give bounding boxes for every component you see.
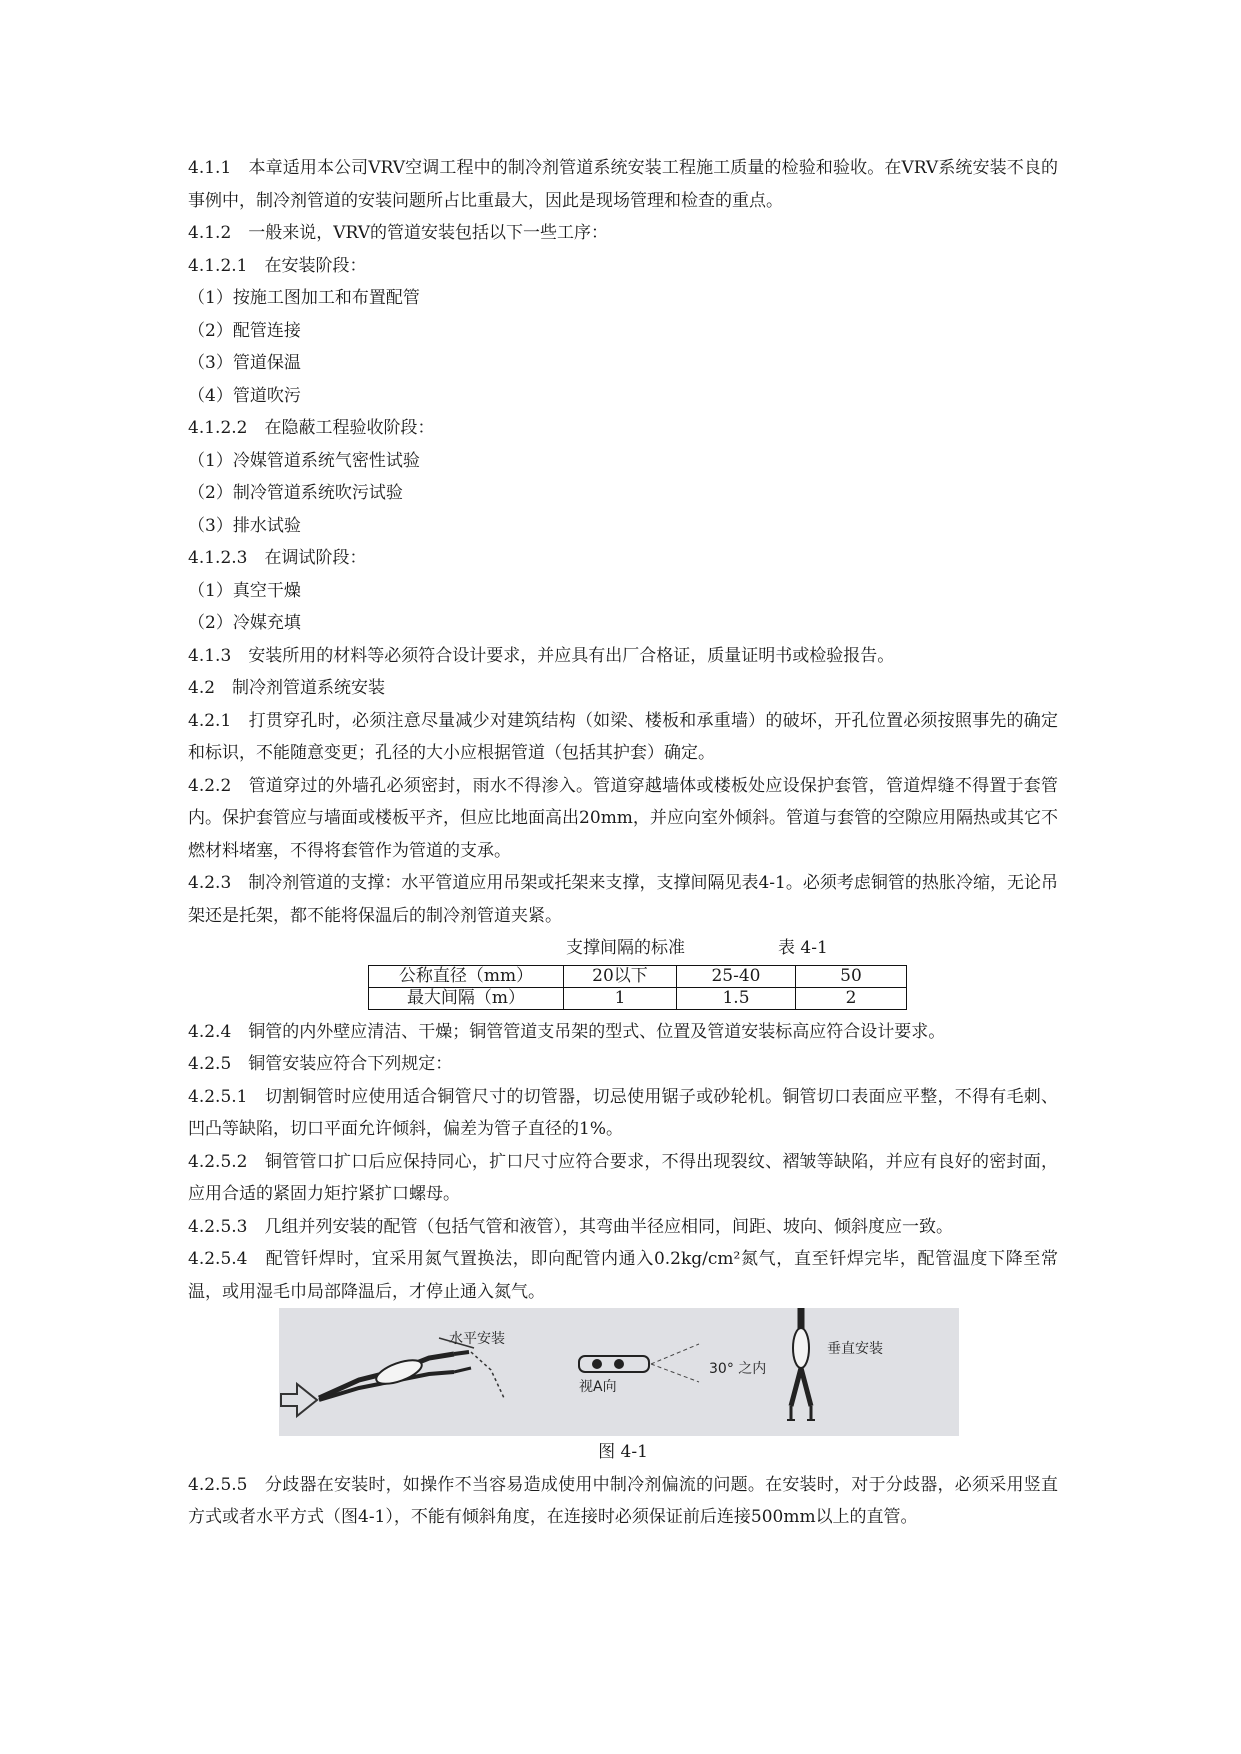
table-row — [369, 987, 907, 1009]
table-cell: 25-40 — [677, 965, 796, 987]
view-a-label: 视A向 — [579, 1379, 617, 1395]
list-item: （3）管道保温 — [188, 353, 301, 373]
paragraph-4-2-5-3: 4.2.5.3 几组并列安装的配管（包括气管和液管），其弯曲半径应相同，间距、坡向、倾斜度应一致。 — [188, 1216, 953, 1237]
table-row — [369, 965, 907, 987]
list-item: （2）冷媒充填 — [188, 613, 301, 633]
paragraph-4-2-5-1: 4.2.5.1 切割铜管时应使用适合铜管尺寸的切管器，切忌使用锯子或砂轮机。铜管切口表面应平整，不得有毛刺、凹凸等缺陷，切口平面允许倾斜，偏差为管子直径的1%。 — [188, 1086, 1058, 1139]
paragraph-4-1-2-3: 4.1.2.3 在调试阶段： — [188, 548, 367, 568]
table-caption-number: 表 4-1 — [778, 938, 828, 958]
support-spacing-table — [368, 965, 907, 1010]
paragraph-4-2-1: 4.2.1 打贯穿孔时，必须注意尽量减少对建筑结构（如梁、楼板和承重墙）的破坏，开孔位置必须按照事先的确定和标识，不能随意变更；孔径的大小应根据管道（包括其护套）确定。 — [188, 710, 1058, 763]
list-item: （2）配管连接 — [188, 320, 301, 341]
table-cell: 1.5 — [677, 987, 796, 1009]
paragraph-4-2-5-2: 4.2.5.2 铜管管口扩口后应保持同心，扩口尺寸应符合要求，不得出现裂纹、褶皱等缺陷，并应有良好的密封面，应用合适的紧固力矩拧紧扩口螺母。 — [188, 1151, 1058, 1204]
branch-pipe-illustration — [279, 1308, 959, 1436]
paragraph-4-2-5: 4.2.5 铜管安装应符合下列规定： — [188, 1054, 453, 1074]
horizontal-install-label: 水平安装 — [449, 1331, 505, 1347]
table-cell: 2 — [796, 987, 907, 1009]
section-heading-4-2: 4.2 制冷剂管道系统安装 — [188, 678, 386, 698]
table-cell: 1 — [564, 987, 677, 1009]
paragraph-4-2-3: 4.2.3 制冷剂管道的支撑：水平管道应用吊架或托架来支撑，支撑间隔见表4-1。必须考虑铜管的热胀冷缩，无论吊架还是托架，都不能将保温后的制冷剂管道夹紧。 — [188, 873, 1058, 926]
figure-caption: 图 4-1 — [598, 1442, 648, 1462]
table-header-cell: 公称直径（mm） — [369, 965, 564, 987]
table-header-cell: 最大间隔（m） — [369, 987, 564, 1009]
paragraph-4-2-5-5: 4.2.5.5 分歧器在安装时，如操作不当容易造成使用中制冷剂偏流的问题。在安装时，对于分歧器，必须采用竖直方式或者水平方式（图4-1），不能有倾斜角度，在连接时必须保证前后连接500mm以上的直管。 — [188, 1474, 1058, 1527]
paragraph-4-1-2-2: 4.1.2.2 在隐蔽工程验收阶段： — [188, 418, 435, 438]
list-item: （1）按施工图加工和布置配管 — [188, 288, 420, 308]
table-caption-title: 支撑间隔的标准 — [566, 938, 685, 958]
branch-pipe-installation-figure — [279, 1308, 959, 1436]
paragraph-4-1-2-1: 4.1.2.1 在安装阶段： — [188, 255, 367, 276]
paragraph-4-2-2: 4.2.2 管道穿过的外墙孔必须密封，雨水不得渗入。管道穿越墙体或楼板处应设保护套管，管道焊缝不得置于套管内。保护套管应与墙面或楼板平齐，但应比地面高出20mm，并应向室外倾斜。管道与套管的空隙应用隔热或其它不燃材料堵塞，不得将套管作为管道的支承。 — [188, 775, 1058, 861]
table-cell: 20以下 — [564, 965, 677, 987]
list-item: （2）制冷管道系统吹污试验 — [188, 483, 403, 503]
vertical-install-label: 垂直安装 — [827, 1341, 883, 1357]
paragraph-4-1-3: 4.1.3 安装所用的材料等必须符合设计要求，并应具有出厂合格证，质量证明书或检验报告。 — [188, 645, 895, 666]
list-item: （1）冷媒管道系统气密性试验 — [188, 450, 420, 471]
angle-limit-label: 30° 之内 — [709, 1361, 767, 1377]
paragraph-4-1-2: 4.1.2 一般来说，VRV的管道安装包括以下一些工序： — [188, 223, 609, 243]
table-caption — [188, 932, 1058, 965]
document-page — [188, 152, 1058, 1534]
paragraph-4-1-1: 4.1.1 本章适用本公司VRV空调工程中的制冷剂管道系统安装工程施工质量的检验和验收。在VRV系统安装不良的事例中，制冷剂管道的安装问题所占比重最大，因此是现场管理和检查的重点。 — [188, 158, 1058, 211]
paragraph-4-2-4: 4.2.4 铜管的内外壁应清洁、干燥；铜管管道支吊架的型式、位置及管道安装标高应符合设计要求。 — [188, 1021, 946, 1042]
list-item: （4）管道吹污 — [188, 385, 301, 406]
list-item: （3）排水试验 — [188, 515, 301, 536]
list-item: （1）真空干燥 — [188, 580, 301, 601]
table-cell: 50 — [796, 965, 907, 987]
paragraph-4-2-5-4: 4.2.5.4 配管钎焊时，宜采用氮气置换法，即向配管内通入0.2kg/cm²氮气，直至钎焊完毕，配管温度下降至常温，或用湿毛巾局部降温后，才停止通入氮气。 — [188, 1249, 1058, 1302]
